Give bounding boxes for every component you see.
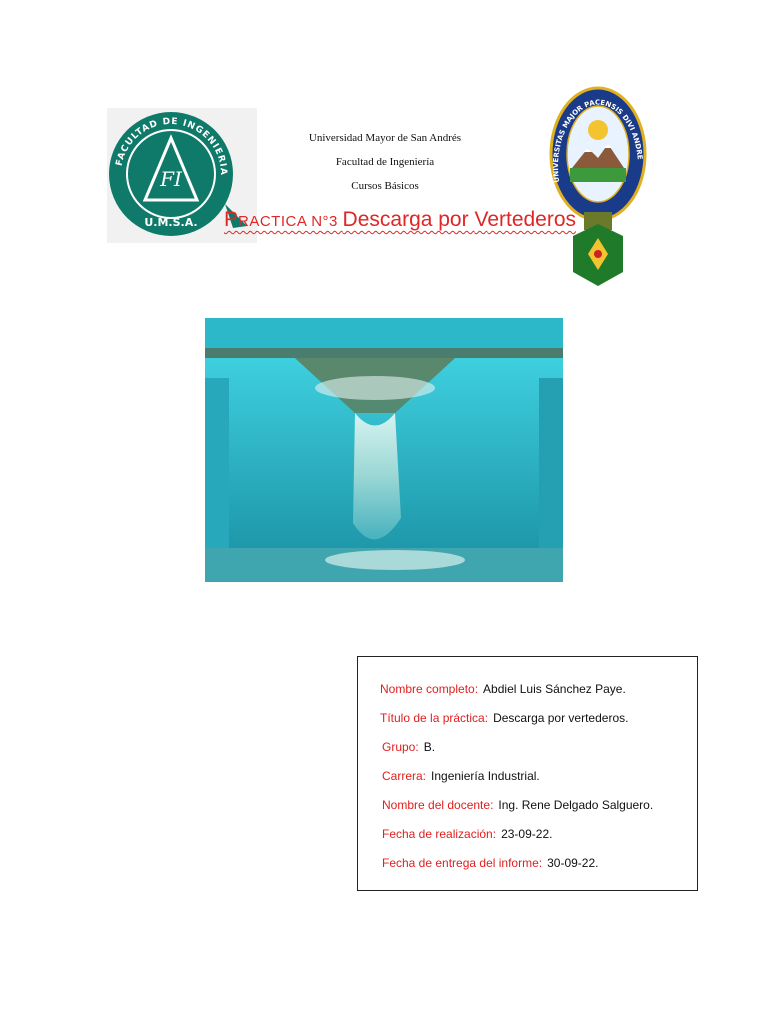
title-part: °3 xyxy=(322,213,343,230)
info-row-docente xyxy=(382,798,653,812)
weir-photo xyxy=(205,318,563,582)
university-name: Universidad Mayor de San Andrés xyxy=(308,132,462,144)
faculty-name: Facultad de Ingeniería xyxy=(335,156,435,168)
info-row-fecha-realizacion xyxy=(382,827,552,841)
info-row-nombre xyxy=(380,682,626,696)
info-box xyxy=(357,656,698,891)
titulo-value: Descarga por vertederos. xyxy=(493,711,629,725)
faculty-logo-fi: FI xyxy=(160,167,182,191)
fecha-entrega-value: 30-09-22. xyxy=(547,856,599,870)
fecha-realizacion-label: Fecha de realización: xyxy=(382,827,497,841)
title-part: Descarga por xyxy=(342,208,475,231)
carrera-label: Carrera: xyxy=(382,769,427,783)
seal-ring-text: UNIVERSITAS MAJOR PACENSIS DIVI ANDRE xyxy=(551,98,644,184)
fecha-realizacion-value: 23-09-22. xyxy=(501,827,553,841)
docente-label: Nombre del docente: xyxy=(382,798,494,812)
faculty-logo-umsa: U.M.S.A. xyxy=(144,216,198,229)
faculty-logo-ring-text: FACULTAD DE INGENIERIA xyxy=(114,116,229,177)
fecha-entrega-label: Fecha de entrega del informe: xyxy=(382,856,543,870)
title-part: ertederos xyxy=(487,208,577,231)
nombre-label: Nombre completo: xyxy=(380,682,479,696)
nombre-value: Abdiel Luis Sánchez Paye. xyxy=(483,682,626,696)
grupo-value: B. xyxy=(423,740,436,754)
titulo-label: Título de la práctica: xyxy=(380,711,489,725)
university-seal-logo xyxy=(548,86,648,288)
info-row-carrera xyxy=(382,769,540,783)
info-row-titulo xyxy=(380,711,628,725)
carrera-value: Ingeniería Industrial. xyxy=(431,769,540,783)
info-row-fecha-entrega xyxy=(382,856,598,870)
title-part: RACTICA N xyxy=(238,213,323,230)
info-row-grupo xyxy=(382,740,435,754)
grupo-label: Grupo: xyxy=(382,740,419,754)
courses-name: Cursos Básicos xyxy=(351,180,419,192)
practice-title xyxy=(224,208,576,232)
title-part: V xyxy=(474,208,488,231)
docente-value: Ing. Rene Delgado Salguero. xyxy=(498,798,654,812)
title-part: P xyxy=(224,208,239,231)
